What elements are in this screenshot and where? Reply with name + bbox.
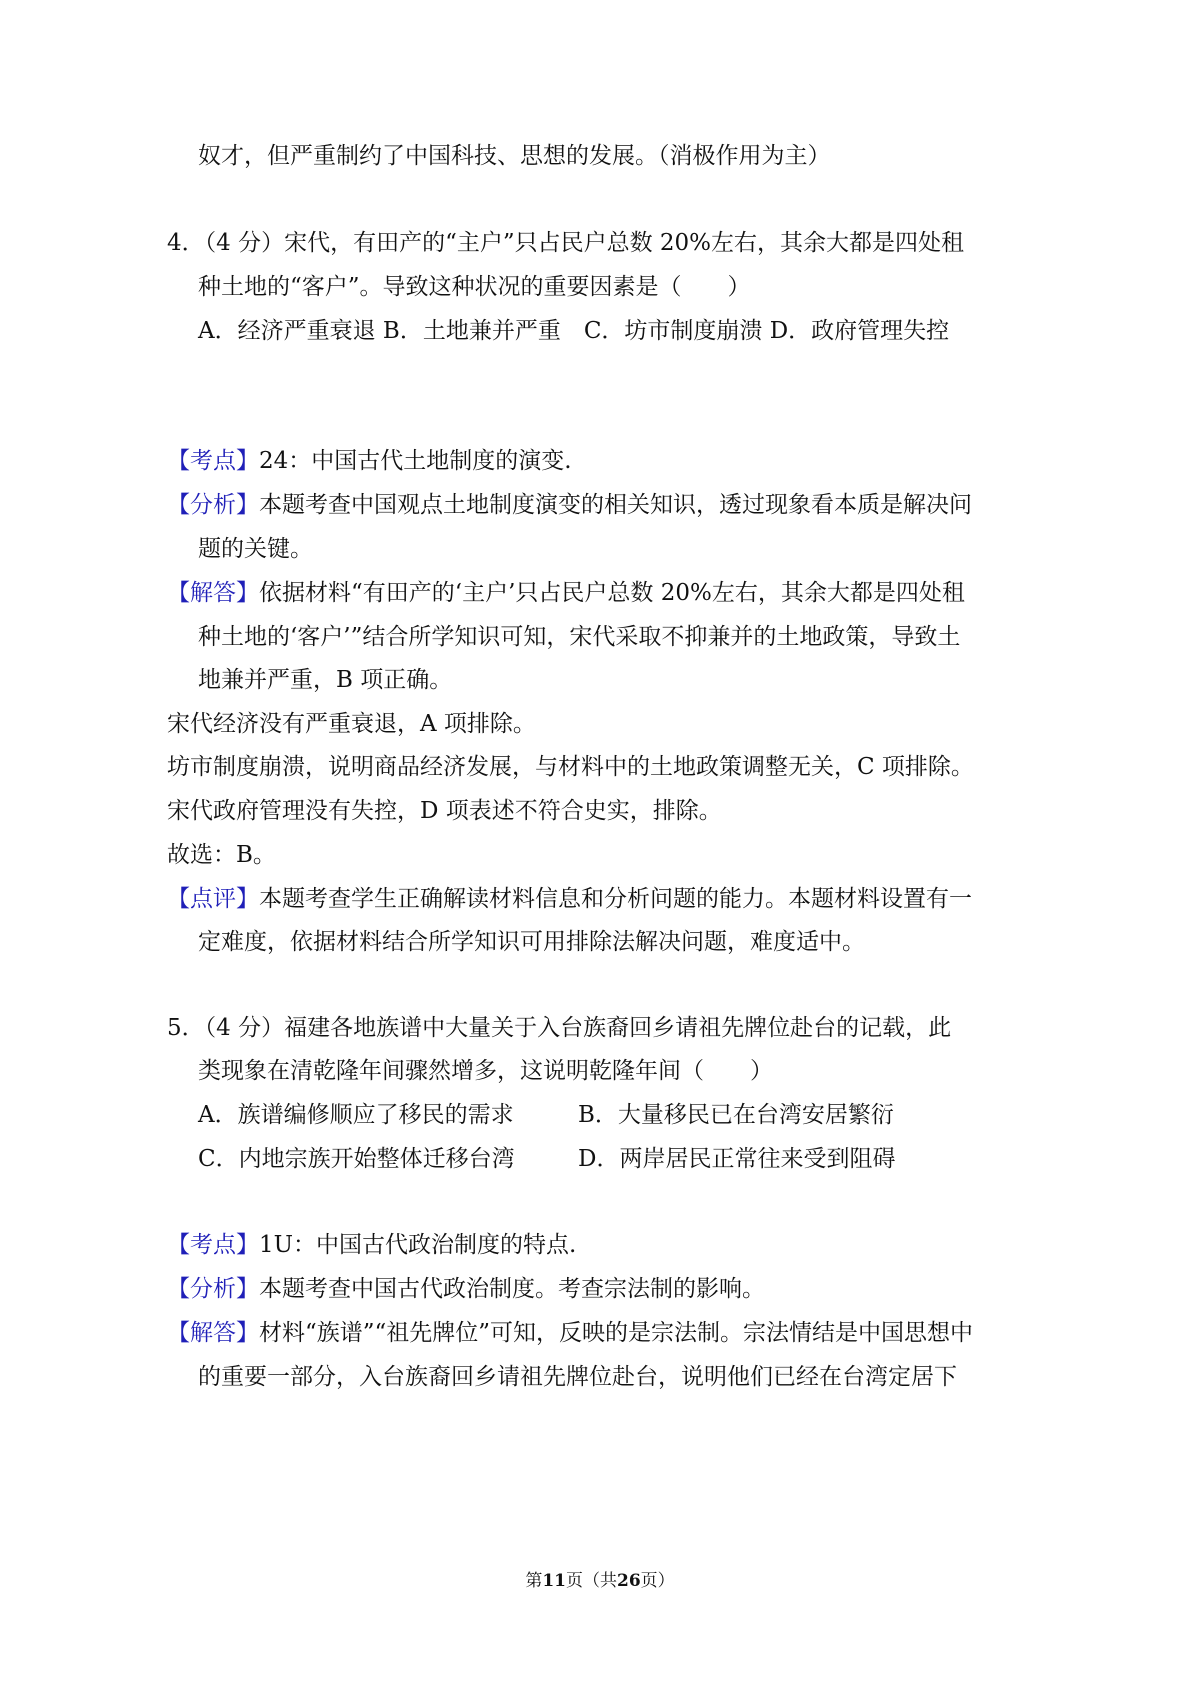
jieda-line: 【解答】依据材料“有田产的‘主户’只占民户总数 20%左右，其余大都是四处租 <box>167 580 965 606</box>
text-line: 种土地的“客户”。导致这种状况的重要因素是（ ） <box>198 274 751 300</box>
text-line: 宋代政府管理没有失控，D 项表述不符合史实，排除。 <box>167 798 722 824</box>
text-line: 定难度，依据材料结合所学知识可用排除法解决问题，难度适中。 <box>198 929 865 955</box>
kaodian-line: 【考点】1U：中国古代政治制度的特点. <box>167 1232 577 1258</box>
jieda-tag: 【解答】 <box>167 580 259 606</box>
fenxi-tag: 【分析】 <box>167 492 259 518</box>
option-b: B．大量移民已在台湾安居繁衍 <box>578 1102 894 1128</box>
jieda-tag: 【解答】 <box>167 1320 259 1346</box>
dianping-line: 【点评】本题考查学生正确解读材料信息和分析问题的能力。本题材料设置有一 <box>167 886 972 912</box>
kaodian-line: 【考点】24：中国古代土地制度的演变. <box>167 448 572 474</box>
fenxi-line: 【分析】本题考查中国观点土地制度演变的相关知识，透过现象看本质是解决问 <box>167 492 972 518</box>
text-line: 奴才，但严重制约了中国科技、思想的发展。（消极作用为主） <box>198 143 831 169</box>
dianping-tag: 【点评】 <box>167 886 259 912</box>
answer-line: 故选：B。 <box>167 842 276 868</box>
text-line: 地兼并严重，B 项正确。 <box>198 667 453 693</box>
text-line: 的重要一部分，入台族裔回乡请祖先牌位赴台，说明他们已经在台湾定居下 <box>198 1364 957 1390</box>
text-line: 类现象在清乾隆年间骤然增多，这说明乾隆年间（ ） <box>198 1058 773 1084</box>
text-line: 宋代经济没有严重衰退，A 项排除。 <box>167 711 536 737</box>
text-line: 题的关键。 <box>198 536 313 562</box>
option-a: A．族谱编修顺应了移民的需求 <box>198 1102 514 1128</box>
kaodian-tag: 【考点】 <box>167 448 259 474</box>
question-4-options: A．经济严重衰退 B．土地兼并严重 C．坊市制度崩溃 D．政府管理失控 <box>198 318 950 344</box>
text-line: 坊市制度崩溃，说明商品经济发展，与材料中的土地政策调整无关，C 项排除。 <box>167 754 974 780</box>
jieda-line: 【解答】材料“族谱”“祖先牌位”可知，反映的是宗法制。宗法情结是中国思想中 <box>167 1320 974 1346</box>
fenxi-line: 【分析】本题考查中国古代政治制度。考查宗法制的影响。 <box>167 1276 765 1302</box>
current-page-number: 11 <box>542 1571 566 1591</box>
option-c: C．内地宗族开始整体迁移台湾 <box>198 1146 515 1172</box>
fenxi-tag: 【分析】 <box>167 1276 259 1302</box>
question-5-stem: 5．（4 分）福建各地族谱中大量关于入台族裔回乡请祖先牌位赴台的记载，此 <box>167 1015 952 1041</box>
page-footer: 第11页（共26页） <box>525 1571 675 1591</box>
total-page-number: 26 <box>617 1571 641 1591</box>
kaodian-tag: 【考点】 <box>167 1232 259 1258</box>
option-d: D．两岸居民正常往来受到阻碍 <box>578 1146 896 1172</box>
question-4-stem: 4．（4 分）宋代，有田产的“主户”只占民户总数 20%左右，其余大都是四处租 <box>167 230 965 256</box>
text-line: 种土地的‘客户’”结合所学知识可知，宋代采取不抑兼并的土地政策，导致土 <box>198 624 961 650</box>
